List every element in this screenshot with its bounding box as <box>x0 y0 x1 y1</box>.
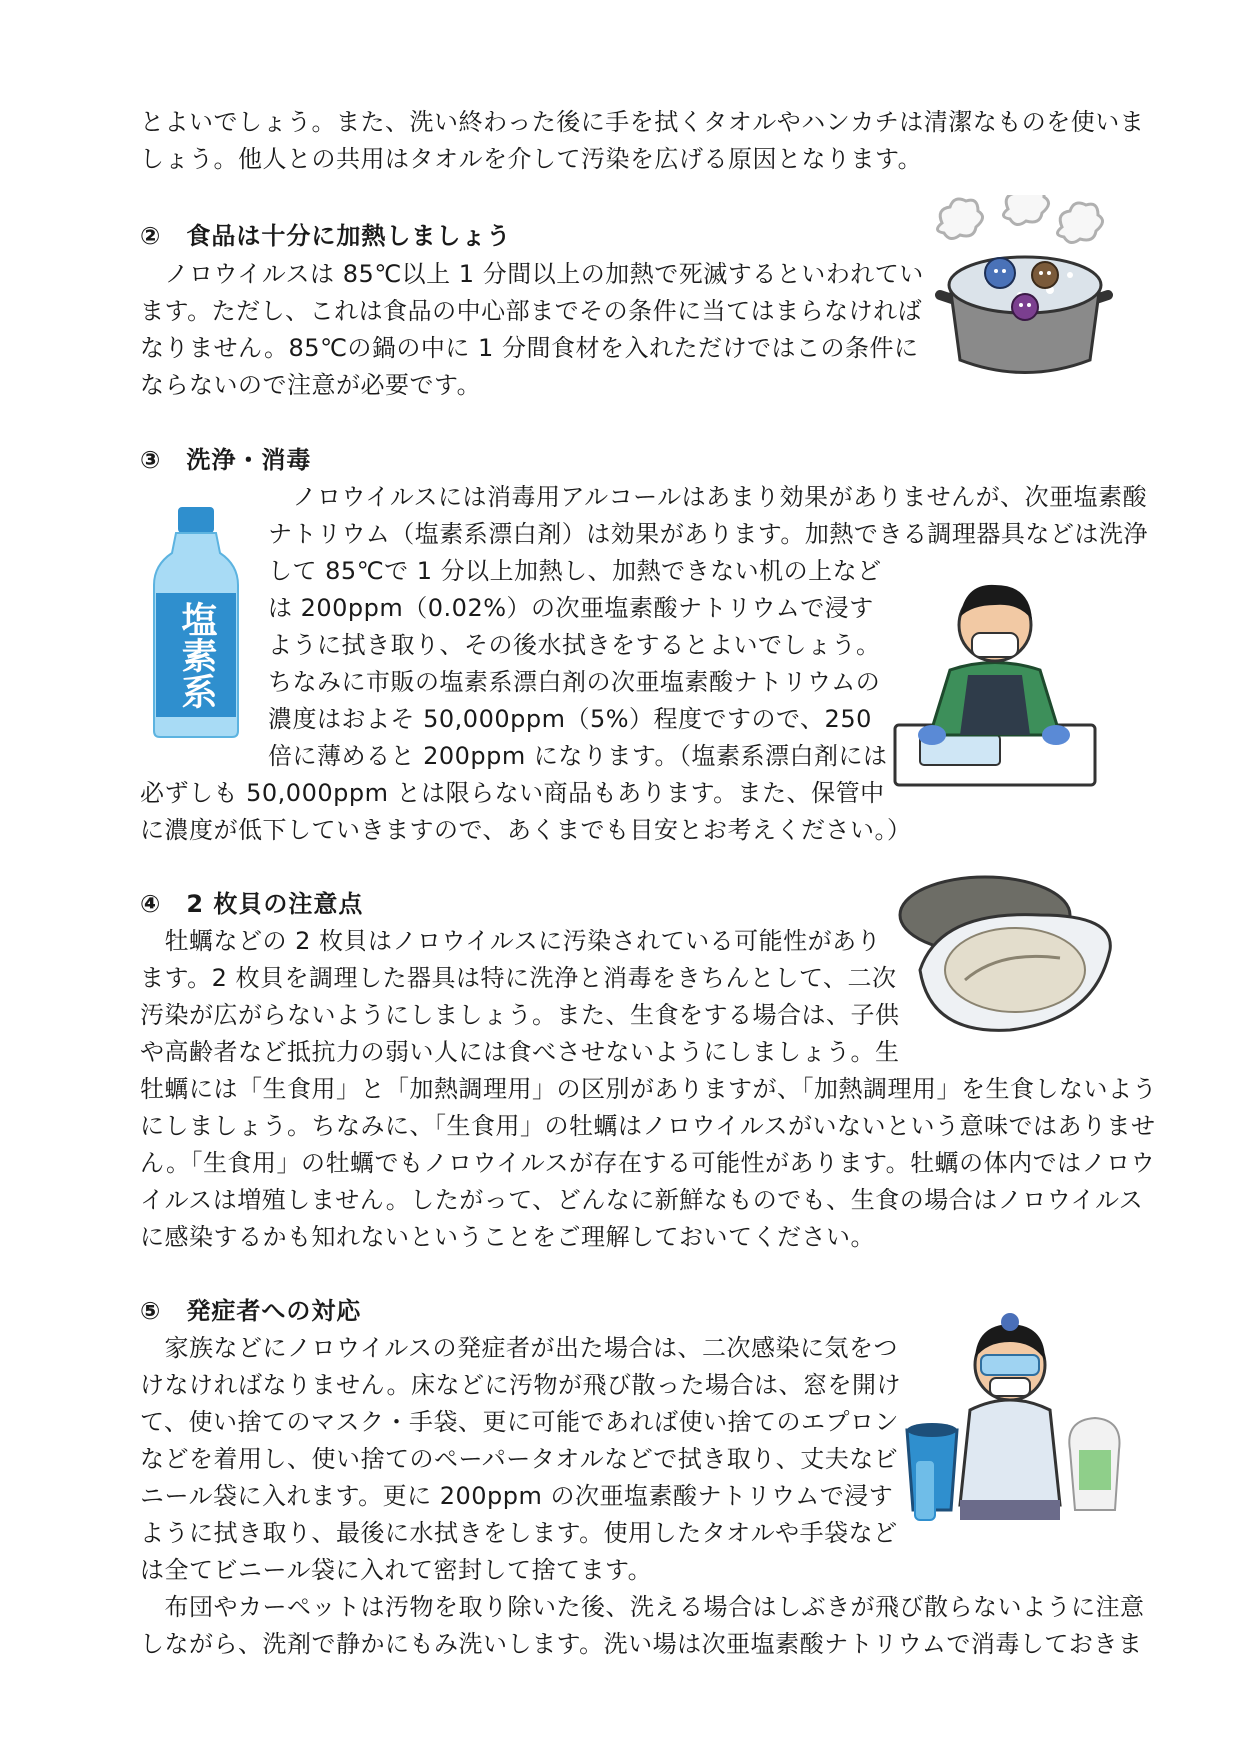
section-4-line-1: 牡蠣などの 2 枚貝はノロウイルスに汚染されている可能性があり <box>140 927 882 955</box>
section-2-line-4: ならないので注意が必要です。 <box>140 371 482 399</box>
steam-icon <box>937 195 1102 243</box>
section-3-line-2: ナトリウム（塩素系漂白剤）は効果があります。加熱できる調理器具などは洗浄 <box>268 520 1148 548</box>
section-3-line-8: 倍に薄めると 200ppm になります。（塩素系漂白剤には <box>268 742 888 770</box>
section-3-line-1: ノロウイルスには消毒用アルコールはあまり効果がありませんが、次亜塩素酸 <box>268 483 1148 511</box>
section-4-line-7: ん。「生食用」の牡蠣でもノロウイルスが存在する可能性があります。牡蠣の体内ではノロウ <box>140 1149 1156 1177</box>
section-3-heading: ③ 洗浄・消毒 <box>140 446 312 474</box>
section-4-line-2: ます。2 枚貝を調理した器具は特に洗浄と消毒をきちんとして、二次 <box>140 964 897 992</box>
section-2-heading: ② 食品は十分に加熱しましょう <box>140 222 512 250</box>
section-5-heading: ⑤ 発症者への対応 <box>140 1297 362 1325</box>
section-5-line-1: 家族などにノロウイルスの発症者が出た場合は、二次感染に気をつ <box>140 1334 899 1362</box>
protective-gear-person-illustration <box>895 1310 1125 1530</box>
section-5-line-2: けなければなりません。床などに汚物が飛び散った場合は、窓を開け <box>140 1371 901 1399</box>
section-4-heading: ④ 2 枚貝の注意点 <box>140 890 364 918</box>
oyster-illustration <box>890 870 1120 1040</box>
section-5-line-3: て、使い捨てのマスク・手袋、更に可能であれば使い捨てのエプロン <box>140 1408 900 1436</box>
section-5-line-8: 布団やカーペットは汚物を取り除いた後、洗える場合はしぶきが飛び散らないように注意 <box>140 1593 1145 1621</box>
cleaning-person-illustration <box>890 575 1110 795</box>
trash-bag-icon <box>1069 1418 1119 1510</box>
section-3-line-10: に濃度が低下していきますので、あくまでも目安とお考えください。） <box>140 816 912 844</box>
section-5-line-5: ニール袋に入れます。更に 200ppm の次亜塩素酸ナトリウムで浸す <box>140 1482 894 1510</box>
section-5-line-9: しながら、洗剤で静かにもみ洗いします。洗い場は次亜塩素酸ナトリウムで消毒しておきま <box>140 1630 1143 1658</box>
section-5-line-6: ように拭き取り、最後に水拭きをします。使用したタオルや手袋など <box>140 1519 898 1547</box>
boiling-pot-illustration <box>930 195 1120 385</box>
section-4-line-3: 汚染が広がらないようにしましょう。また、生食をする場合は、子供 <box>140 1001 900 1029</box>
section-4-line-9: に感染するかも知れないということをご理解しておいてください。 <box>140 1223 875 1251</box>
section-4-line-6: にしましょう。ちなみに、「生食用」の牡蠣はノロウイルスがいないという意味ではありませ <box>140 1112 1156 1140</box>
section-5-line-4: などを着用し、使い捨てのペーパータオルなどで拭き取り、丈夫なビ <box>140 1445 899 1473</box>
section-3-line-7: 濃度はおよそ 50,000ppm（5%）程度ですので、250 <box>268 705 872 733</box>
intro-line-2: しょう。他人との共用はタオルを介して汚染を広げる原因となります。 <box>140 145 923 173</box>
section-3-line-6: ちなみに市販の塩素系漂白剤の次亜塩素酸ナトリウムの <box>268 668 881 696</box>
section-5-line-7: は全てビニール袋に入れて密封して捨てます。 <box>140 1556 653 1584</box>
intro-line-1: とよいでしょう。また、洗い終わった後に手を拭くタオルやハンカチは清潔なものを使いま <box>140 108 1145 136</box>
section-3-line-3: して 85℃で 1 分以上加熱し、加熱できない机の上など <box>268 557 882 585</box>
section-2-line-1: ノロウイルスは 85℃以上 1 分間以上の加熱で死滅するといわれてい <box>140 260 924 288</box>
section-3-line-9: 必ずしも 50,000ppm とは限らない商品もあります。また、保管中 <box>140 779 885 807</box>
section-3-line-5: ように拭き取り、その後水拭きをするとよいでしょう。 <box>268 631 881 659</box>
section-3-line-4: は 200ppm（0.02%）の次亜塩素酸ナトリウムで浸す <box>268 594 874 622</box>
section-2-line-3: なりません。85℃の鍋の中に 1 分間食材を入れただけではこの条件に <box>140 334 919 362</box>
section-4-line-4: や高齢者など抵抗力の弱い人には食べさせないようにしましょう。生 <box>140 1038 900 1066</box>
section-4-line-5: 牡蠣には「生食用」と「加熱調理用」の区別がありますが、「加熱調理用」を生食しないよう <box>140 1075 1157 1103</box>
bottle-label: 塩素系 <box>176 601 217 709</box>
section-2-line-2: ます。ただし、これは食品の中心部までその条件に当てはまらなければ <box>140 297 923 325</box>
section-4-line-8: イルスは増殖しません。したがって、どんなに新鮮なものでも、生食の場合はノロウイルス <box>140 1186 1144 1214</box>
